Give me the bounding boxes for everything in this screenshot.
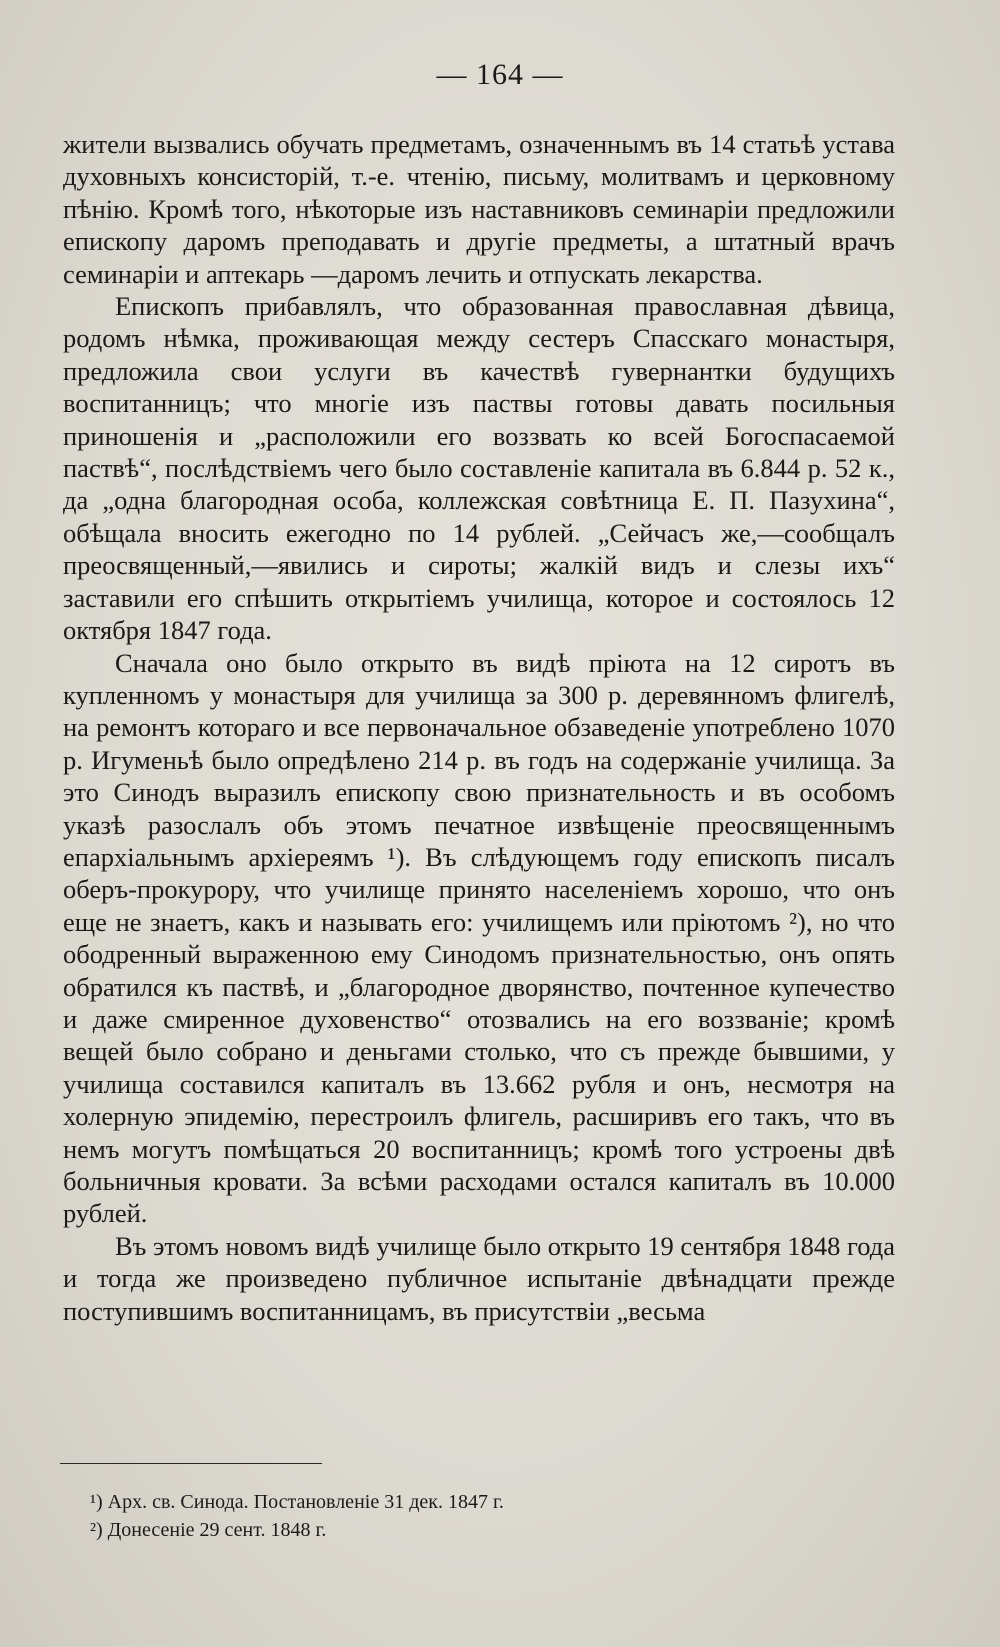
page-number: — 164 —: [436, 58, 564, 91]
footnote-divider: [60, 1463, 322, 1464]
footnote-1: ¹) Арх. св. Синода. Постановленіе 31 дек. 1847 г.: [90, 1491, 504, 1513]
footnotes: [90, 1488, 890, 1544]
paragraph-3: Сначала оно было открыто въ видѣ пріюта на 12 сиротъ въ купленномъ у монастыря для училища за 300 р. деревянномъ флигелѣ, на ремонтъ котораго и все первоначальное обзаведеніе употреблено 1070 р. Игуменьѣ было опредѣлено 214 р. въ годъ на содержаніе училища. За это Синодъ выразилъ епископу свою признательность и въ особомъ указѣ разослалъ объ этомъ печатное извѣщеніе преосвященнымъ епархіальнымъ архіереямъ ¹). Въ слѣдующемъ году епископъ писалъ оберъ-прокурору, что училище принято населеніемъ хорошо, что онъ еще не знаетъ, какъ и называть его: училищемъ или пріютомъ ²), но что ободренный выраженною ему Синодомъ признательностью, онъ опять обратился къ паствѣ, и „благородное дворянство, почтенное купечество и даже смиренное духовенство“ отозвались на его воззваніе; кромѣ вещей было собрано и деньгами столько, что съ прежде бывшими, у училища составился капиталъ въ 13.662 рубля и онъ, несмотря на холерную эпидемію, перестроилъ флигель, расширивъ его такъ, что въ немъ могутъ помѣщаться 20 воспитанницъ; кромѣ того устроены двѣ больничныя кровати. За всѣми расходами остался капиталъ въ 10.000 рублей.: [63, 647, 895, 1229]
paragraph-4: Въ этомъ новомъ видѣ училище было открыто 19 сентября 1848 года и тогда же произведено публичное испытаніе двѣнадцати прежде поступившимъ воспитанницамъ, въ присутствіи „весьма: [63, 1230, 895, 1326]
main-text: [63, 128, 895, 1327]
paragraph-2: Епископъ прибавлялъ, что образованная православная дѣвица, родомъ нѣмка, проживающая между сестеръ Спасскаго монастыря, предложила свои услуги въ качествѣ гувернантки будущихъ воспитанницъ; что многіе изъ паствы готовы давать посильныя приношенія и „расположили его воззвать ко всей Богоспасаемой паствѣ“, послѣдствіемъ чего было составленіе капитала въ 6.844 р. 52 к., да „одна благородная особа, коллежская совѣтница Е. П. Пазухина“, обѣщала вносить ежегодно по 14 рублей. „Сейчасъ же,—сообщалъ преосвященный,—явились и сироты; жалкій видъ и слезы ихъ“ заставили его спѣшить открытіемъ училища, которое и состоялось 12 октября 1847 года.: [63, 291, 895, 646]
paragraph-1: жители вызвались обучать предметамъ, означеннымъ въ 14 статьѣ устава духовныхъ консисторій, т.-е. чтенію, письму, молитвамъ и церковному пѣнію. Кромѣ того, нѣкоторые изъ наставниковъ семинаріи предложили епископу даромъ преподавать и другіе предметы, а штатный врачъ семинаріи и аптекарь —даромъ лечить и отпускать лекарства.: [63, 129, 895, 289]
footnote-2: ²) Донесеніе 29 сент. 1848 г.: [90, 1519, 327, 1541]
